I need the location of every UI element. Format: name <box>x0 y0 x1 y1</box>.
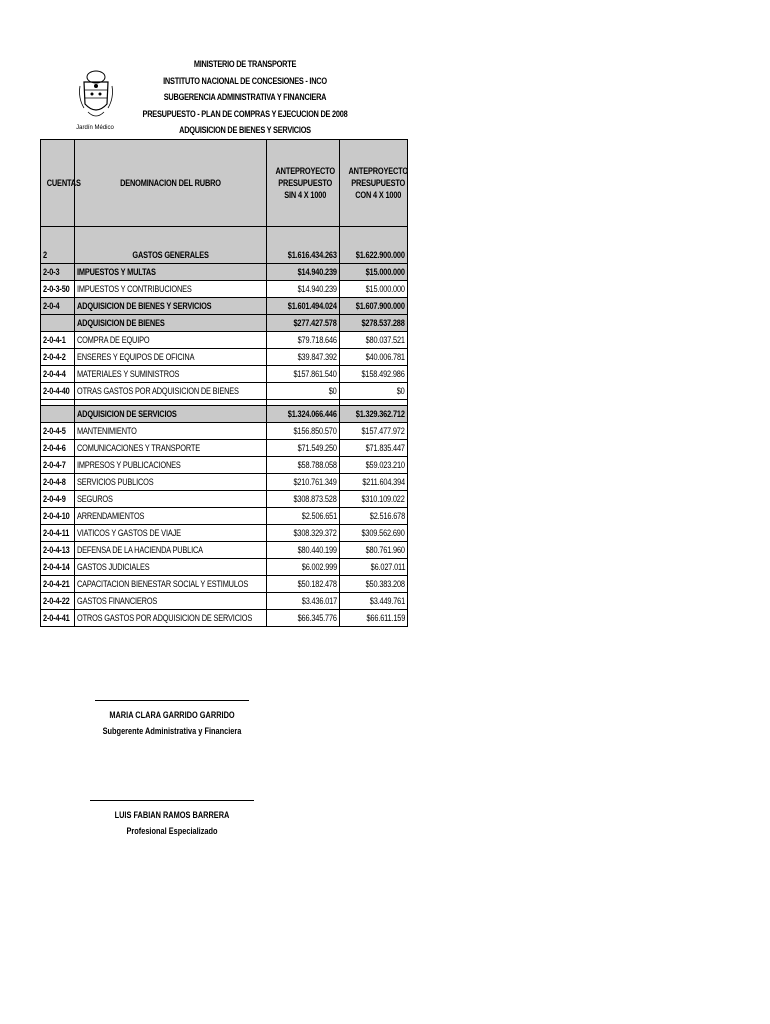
signature-block-subgerente <box>62 700 282 739</box>
row-servicios-7 <box>41 542 408 559</box>
row-code <box>41 406 75 423</box>
row-code: 2-0-4-13 <box>41 542 75 559</box>
row-con: $1.607.900.000 <box>339 298 407 315</box>
signatory-name: MARIA CLARA GARRIDO GARRIDO <box>109 710 235 720</box>
row-name: MATERIALES Y SUMINISTROS <box>75 366 267 383</box>
row-con: $59.023.210 <box>339 457 407 474</box>
row-servicios-11 <box>41 610 408 627</box>
row-sin: $3.436.017 <box>266 593 339 610</box>
row-con: $310.109.022 <box>339 491 407 508</box>
row-servicios <box>41 406 408 423</box>
row-sin: $58.788.058 <box>266 457 339 474</box>
signature-block-profesional <box>62 800 282 839</box>
header-line-presupuesto: PRESUPUESTO - PLAN DE COMPRAS Y EJECUCION DE 2008 <box>142 108 348 119</box>
row-name: DEFENSA DE LA HACIENDA PUBLICA <box>75 542 267 559</box>
row-bienes <box>41 315 408 332</box>
row-servicios-5 <box>41 508 408 525</box>
row-con: $2.516.678 <box>339 508 407 525</box>
row-sin: $0 <box>266 383 339 400</box>
row-con: $3.449.761 <box>339 593 407 610</box>
row-name: VIATICOS Y GASTOS DE VIAJE <box>75 525 267 542</box>
row-impuestos <box>41 264 408 281</box>
signatory-name: LUIS FABIAN RAMOS BARRERA <box>114 810 230 820</box>
row-con: $50.383.208 <box>339 576 407 593</box>
row-code <box>41 315 75 332</box>
row-sin: $1.324.066.446 <box>266 406 339 423</box>
row-con: $278.537.288 <box>339 315 407 332</box>
row-name: OTRAS GASTOS POR ADQUISICION DE BIENES <box>75 383 267 400</box>
header-line-subgerencia: SUBGERENCIA ADMINISTRATIVA Y FINANCIERA <box>163 92 327 103</box>
row-name: GASTOS GENERALES <box>75 227 267 264</box>
budget-table <box>40 139 408 627</box>
row-name: COMPRA DE EQUIPO <box>75 332 267 349</box>
row-code: 2 <box>41 227 75 264</box>
row-sin: $14.940.239 <box>266 264 339 281</box>
table-header-row <box>41 140 408 227</box>
signatory-role: Subgerente Administrativa y Financiera <box>102 726 242 736</box>
row-sin: $1.601.494.024 <box>266 298 339 315</box>
row-con: $1.329.362.712 <box>339 406 407 423</box>
signature-line <box>90 800 254 801</box>
row-code: 2-0-4-1 <box>41 332 75 349</box>
header-line-ministry: MINISTERIO DE TRANSPORTE <box>193 59 297 69</box>
row-bienes-3 <box>41 383 408 400</box>
row-code: 2-0-4-6 <box>41 440 75 457</box>
row-sin: $66.345.776 <box>266 610 339 627</box>
row-servicios-3 <box>41 474 408 491</box>
row-code: 2-0-4-40 <box>41 383 75 400</box>
row-code: 2-0-4 <box>41 298 75 315</box>
row-name: IMPUESTOS Y CONTRIBUCIONES <box>75 281 267 298</box>
row-con: $309.562.690 <box>339 525 407 542</box>
row-servicios-8 <box>41 559 408 576</box>
row-bienes-2 <box>41 366 408 383</box>
row-code: 2-0-4-22 <box>41 593 75 610</box>
row-servicios-2 <box>41 457 408 474</box>
row-name: SEGUROS <box>75 491 267 508</box>
row-sin: $2.506.651 <box>266 508 339 525</box>
row-servicios-10 <box>41 593 408 610</box>
row-sin: $6.002.999 <box>266 559 339 576</box>
row-con: $211.604.394 <box>339 474 407 491</box>
col-sin: ANTEPROYECTO PRESUPUESTO SIN 4 X 1000 <box>266 140 339 227</box>
signature-line <box>95 700 249 701</box>
row-sin: $71.549.250 <box>266 440 339 457</box>
row-code: 2-0-4-4 <box>41 366 75 383</box>
row-con: $6.027.011 <box>339 559 407 576</box>
row-code: 2-0-4-41 <box>41 610 75 627</box>
row-code: 2-0-4-8 <box>41 474 75 491</box>
row-con: $66.611.159 <box>339 610 407 627</box>
row-servicios-9 <box>41 576 408 593</box>
row-name: ADQUISICION DE BIENES Y SERVICIOS <box>75 298 267 315</box>
row-bienes-1 <box>41 349 408 366</box>
row-con: $80.037.521 <box>339 332 407 349</box>
row-code: 2-0-4-5 <box>41 423 75 440</box>
row-adquisicion <box>41 298 408 315</box>
header-line-institute: INSTITUTO NACIONAL DE CONCESIONES - INCO <box>163 75 327 86</box>
row-impuestos-contribuciones <box>41 281 408 298</box>
row-code: 2-0-3-50 <box>41 281 75 298</box>
row-name: GASTOS FINANCIEROS <box>75 593 267 610</box>
row-con: $15.000.000 <box>339 264 407 281</box>
row-sin: $157.861.540 <box>266 366 339 383</box>
row-name: ARRENDAMIENTOS <box>75 508 267 525</box>
row-name: OTROS GASTOS POR ADQUISICION DE SERVICIOS <box>75 610 267 627</box>
row-sin: $277.427.578 <box>266 315 339 332</box>
row-sin: $80.440.199 <box>266 542 339 559</box>
row-code: 2-0-3 <box>41 264 75 281</box>
row-code: 2-0-4-9 <box>41 491 75 508</box>
row-con: $1.622.900.000 <box>339 227 407 264</box>
row-code: 2-0-4-21 <box>41 576 75 593</box>
row-sin: $210.761.349 <box>266 474 339 491</box>
row-sin: $79.718.646 <box>266 332 339 349</box>
row-name: ADQUISICION DE BIENES <box>75 315 267 332</box>
row-servicios-6 <box>41 525 408 542</box>
row-name: GASTOS JUDICIALES <box>75 559 267 576</box>
col-cuentas: CUENTAS <box>41 140 75 227</box>
header-line-adquisicion: ADQUISICION DE BIENES Y SERVICIOS <box>179 125 311 136</box>
row-name: MANTENIMIENTO <box>75 423 267 440</box>
row-code: 2-0-4-7 <box>41 457 75 474</box>
row-sin: $39.847.392 <box>266 349 339 366</box>
row-code: 2-0-4-2 <box>41 349 75 366</box>
row-con: $157.477.972 <box>339 423 407 440</box>
row-code: 2-0-4-14 <box>41 559 75 576</box>
row-name: ENSERES Y EQUIPOS DE OFICINA <box>75 349 267 366</box>
row-sin: $308.873.528 <box>266 491 339 508</box>
col-con: ANTEPROYECTO PRESUPUESTO CON 4 X 1000 <box>339 140 407 227</box>
row-sin: $14.940.239 <box>266 281 339 298</box>
row-code: 2-0-4-11 <box>41 525 75 542</box>
row-sin: $50.182.478 <box>266 576 339 593</box>
row-servicios-1 <box>41 440 408 457</box>
row-sin: $1.616.434.263 <box>266 227 339 264</box>
row-con: $71.835.447 <box>339 440 407 457</box>
row-sin: $308.329.372 <box>266 525 339 542</box>
row-code: 2-0-4-10 <box>41 508 75 525</box>
row-bienes-0 <box>41 332 408 349</box>
row-name: CAPACITACION BIENESTAR SOCIAL Y ESTIMULOS <box>75 576 267 593</box>
signatory-role: Profesional Especializado <box>126 826 218 836</box>
row-name: IMPUESTOS Y MULTAS <box>75 264 267 281</box>
row-gastos-generales <box>41 227 408 264</box>
logo-caption: Jardín Médico <box>76 125 114 131</box>
row-sin: $156.850.570 <box>266 423 339 440</box>
row-con: $40.006.781 <box>339 349 407 366</box>
row-servicios-4 <box>41 491 408 508</box>
row-name: SERVICIOS PUBLICOS <box>75 474 267 491</box>
row-con: $15.000.000 <box>339 281 407 298</box>
col-denominacion: DENOMINACION DEL RUBRO <box>75 140 267 227</box>
row-name: COMUNICACIONES Y TRANSPORTE <box>75 440 267 457</box>
row-con: $80.761.960 <box>339 542 407 559</box>
row-con: $158.492.986 <box>339 366 407 383</box>
row-name: ADQUISICION DE SERVICIOS <box>75 406 267 423</box>
row-con: $0 <box>339 383 407 400</box>
row-servicios-0 <box>41 423 408 440</box>
row-name: IMPRESOS Y PUBLICACIONES <box>75 457 267 474</box>
